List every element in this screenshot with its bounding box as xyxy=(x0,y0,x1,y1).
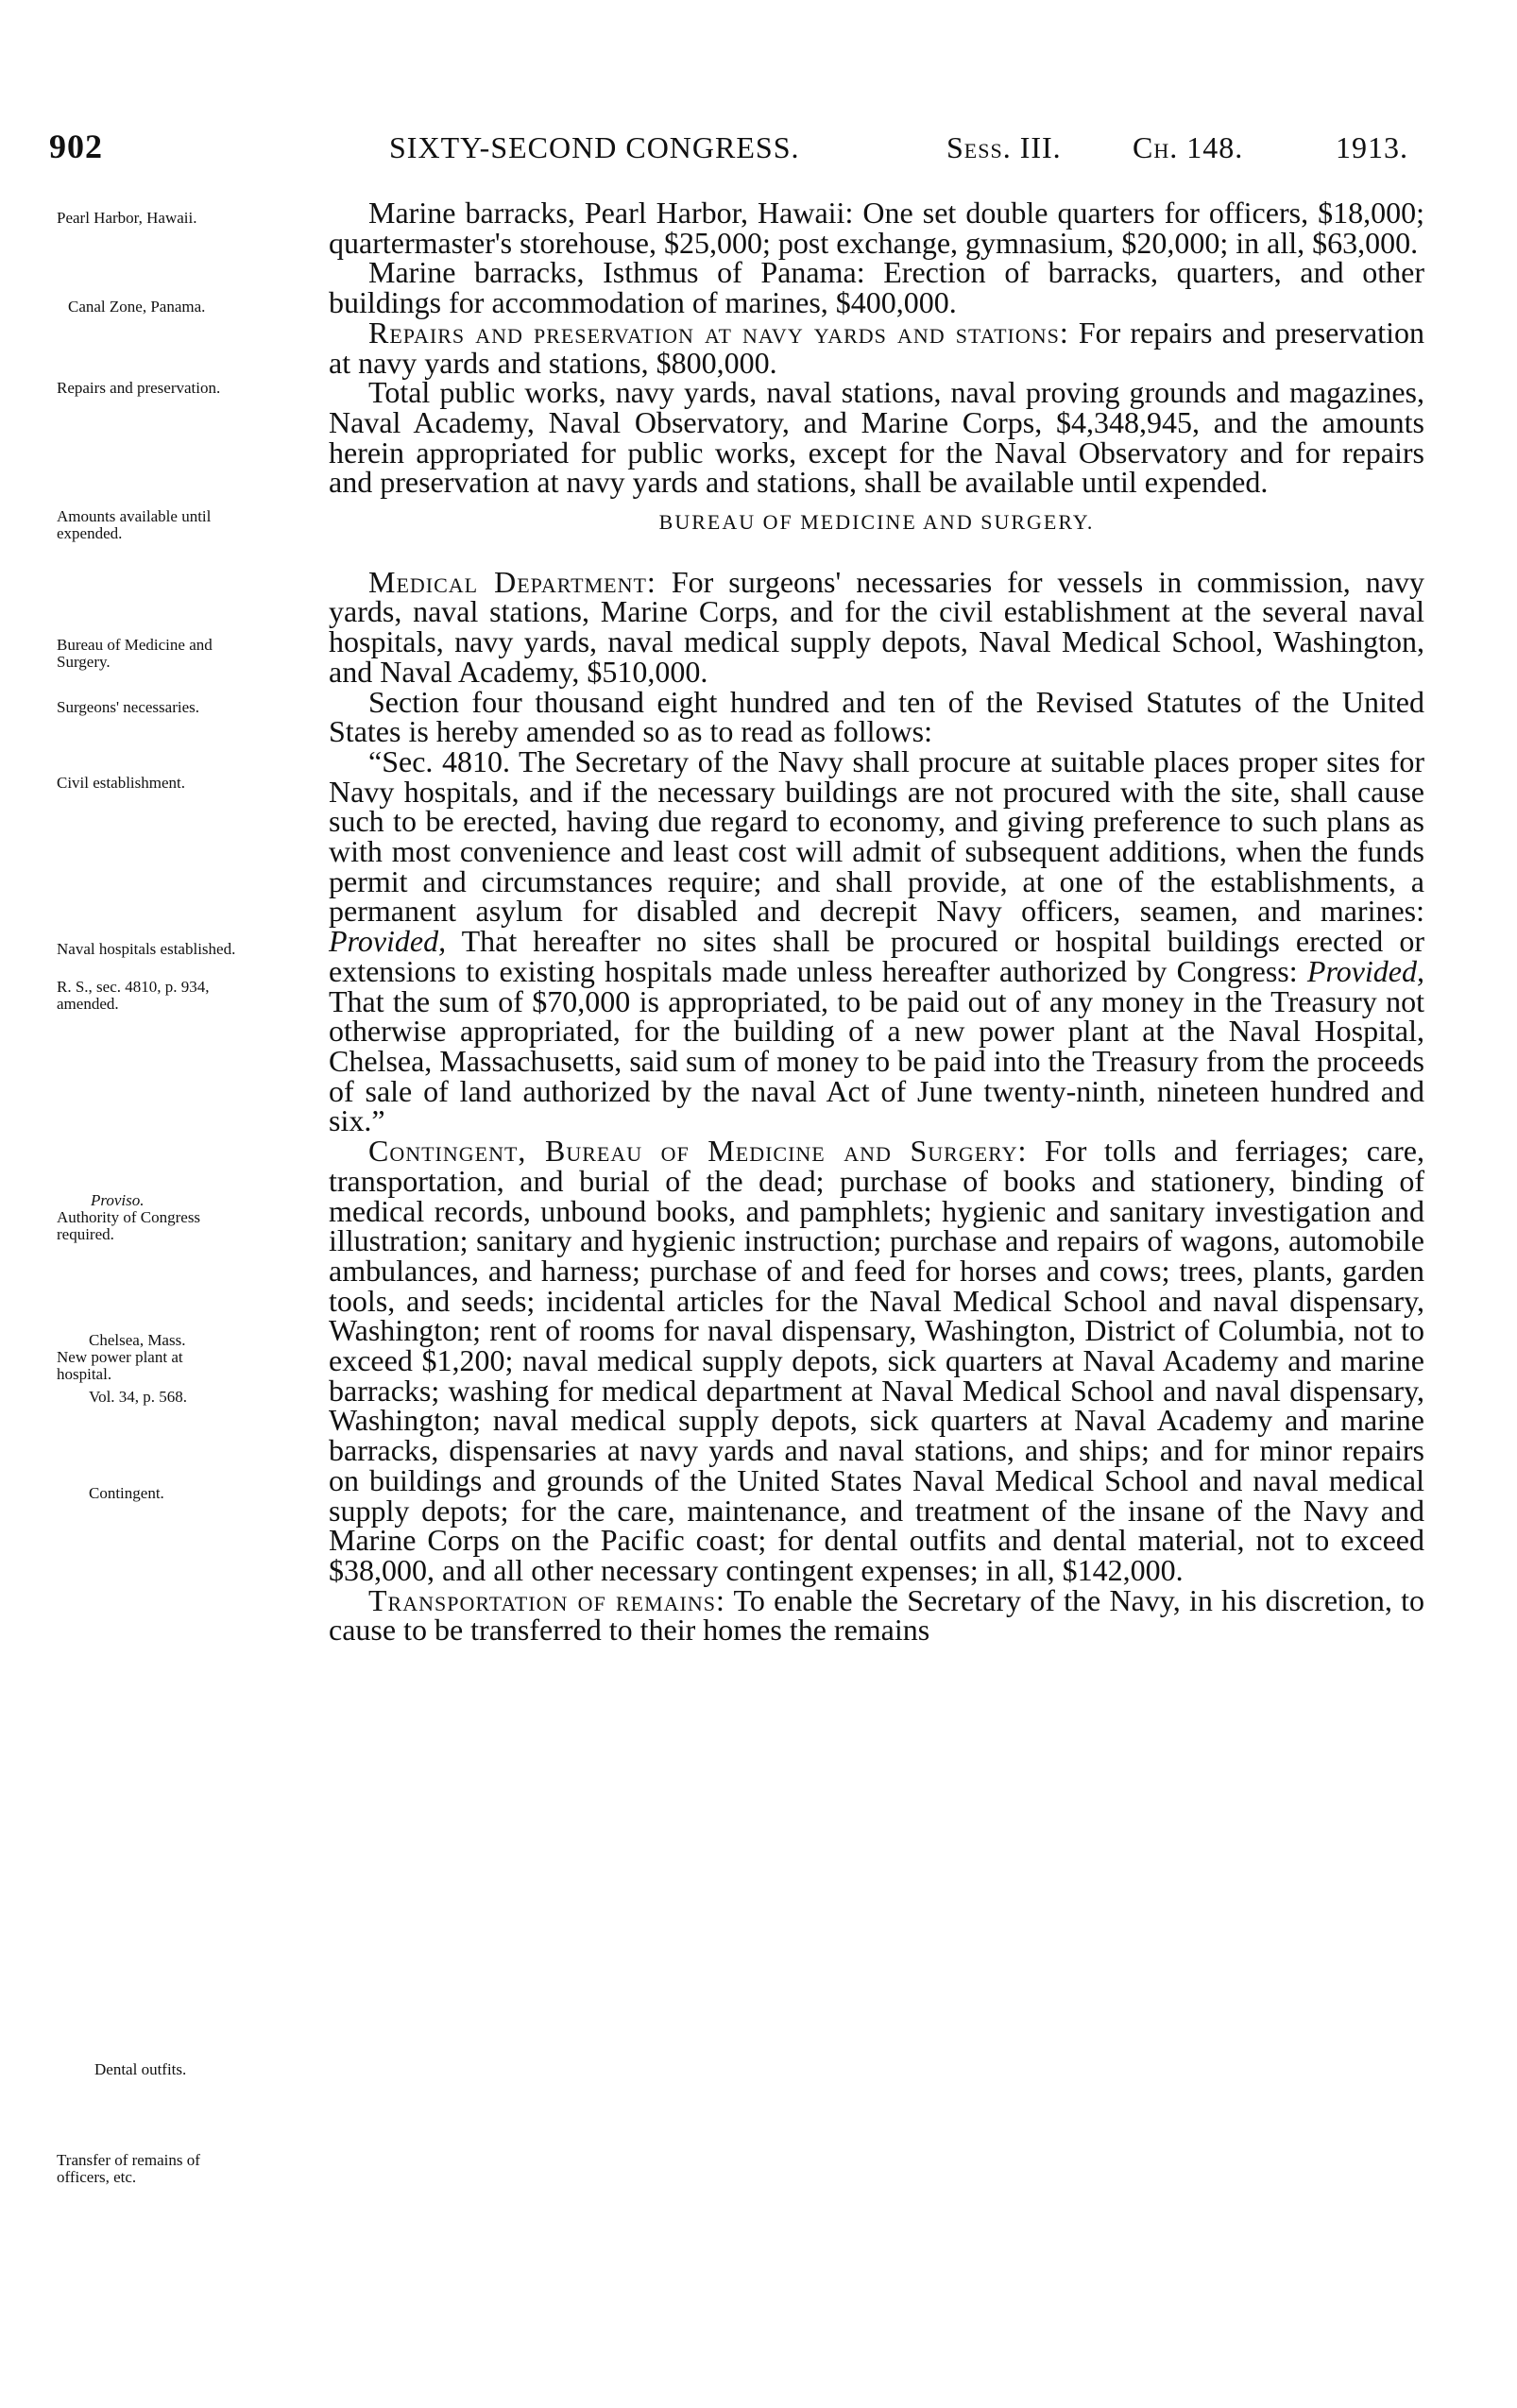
margin-note-contingent: Contingent. xyxy=(89,1484,164,1502)
paragraph-transportation-remains xyxy=(329,1582,1424,1648)
transportation-lead: Transportation of remains: xyxy=(368,1582,725,1617)
margin-note-proviso: Proviso. xyxy=(91,1191,145,1209)
margin-note-transfer-remains: Transfer of remains of officers, etc. xyxy=(57,2151,200,2186)
paragraph-section-amendment: Section four thousand eight hundred and ten of the Revised Statutes of the United States is hereby amended so as to read as follows: xyxy=(329,684,1424,749)
margin-notes xyxy=(38,0,349,2408)
paragraph-contingent xyxy=(329,1136,1424,1586)
chapter-label: Ch. 148. xyxy=(1133,130,1244,164)
section-heading: BUREAU OF MEDICINE AND SURGERY. xyxy=(658,510,1095,535)
paragraph-total-public-works: Total public works, navy yards, naval stations, naval proving grounds and magazines, Naval Academy, Naval Observatory, and Marine Corps, $4,348,945, and the amounts herein appropriated for public works, except for the Naval Observatory and for repairs and preservation at navy yards and stations, shall be available until expended. xyxy=(329,375,1424,500)
contingent-lead: Contingent, Bureau of Medicine and Surgery: xyxy=(368,1134,1028,1169)
medical-department-lead: Medical Department: xyxy=(368,564,656,599)
sec-4810-text-a: “Sec. 4810. The Secretary of the Navy shall procure at suitable places proper sites for Navy hospitals, and if the necessary buildings are not procured with the site, shall cause such to be erected, having due regard to economy, and giving preference to such plans as with most convenience and least cost will admit of subsequent additions, when the funds permit and circumstances require; and shall provide, at one of the establishments, a permanent asylum for disabled and decrepit Navy officers, seamen, and marines: xyxy=(329,743,1424,929)
provided-1: Provided, xyxy=(329,924,447,959)
statute-body xyxy=(329,198,1424,1646)
sec-4810-text-c: That the sum of $70,000 is appropriated, to be paid out of any money in the Treasury not otherwise appropriated, for the building of a new power plant at the Naval Hospital, Chelsea, Massachusetts, said sum of money to be paid into the Treasury from the proceeds of sale of land authorized by the naval Act of June twenty-ninth, nineteen hundred and six.” xyxy=(329,983,1424,1138)
margin-note-amounts-available: Amounts available until expended. xyxy=(57,507,212,542)
sec-4810-text-b: That hereafter no sites shall be procured or hospital buildings erected or extensions to existing hospitals made unless hereafter authorized by Congress: xyxy=(329,924,1424,988)
paragraph-sec-4810 xyxy=(329,743,1424,1138)
margin-note-pearl-harbor: Pearl Harbor, Hawaii. xyxy=(57,209,197,227)
congress-title: SIXTY-SECOND CONGRESS. xyxy=(389,130,800,164)
margin-note-dental: Dental outfits. xyxy=(94,2060,187,2078)
session-label: Sess. III. xyxy=(946,130,1062,164)
margin-note-bureau: Bureau of Medicine and Surgery. xyxy=(57,636,213,671)
margin-note-surgeons: Surgeons' necessaries. xyxy=(57,698,199,716)
margin-note-canal-zone: Canal Zone, Panama. xyxy=(68,298,206,316)
transportation-text: To enable the Secretary of the Navy, in his discretion, to cause to be transferred to their homes the remains xyxy=(329,1582,1424,1648)
year-label: 1913. xyxy=(1336,130,1408,164)
margin-note-repairs: Repairs and preservation. xyxy=(57,379,221,397)
contingent-text: For tolls and ferriages; care, transportation, and burial of the dead; purchase of books and stationery, binding of medical records, unbound books, and pamphlets; hygienic and sanitary investigation and illustration; sanitary and hygienic instruction; purchase and repairs of wagons, automobile ambulances, and harness; purchase of and feed for horses and cows; trees, plants, garden tools, and seeds; incidental articles for the Naval Medical School and naval dispensary, Washington; rent of rooms for naval dispensary, Washington, District of Columbia, not to exceed $1,200; naval medical supply depots, sick quarters at Naval Academy and marine barracks; washing for medical department at Naval Medical School and naval dispensary, Washington; naval medical supply depots, sick quarters at Naval Academy and marine barracks, dispensaries at navy yards and naval stations, and ships; and for minor repairs on buildings and grounds of the United States Naval Medical School and naval medical supply depots; for the care, maintenance, and treatment of the insane of the Navy and Marine Corps on the Pacific coast; for dental outfits and dental material, not to exceed $38,000, and all other necessary contingent expenses; in all, $142,000. xyxy=(329,1134,1425,1587)
paragraph-repairs xyxy=(329,315,1425,380)
margin-note-vol-34: Vol. 34, p. 568. xyxy=(89,1388,188,1406)
margin-note-power-plant: New power plant at hospital. xyxy=(57,1348,183,1383)
repairs-lead: Repairs and preservation at navy yards and stations: xyxy=(368,315,1069,350)
paragraph-panama: Marine barracks, Isthmus of Panama: Erection of barracks, quarters, and other buildings for accommodation of marines, $400,000. xyxy=(329,255,1424,320)
margin-note-chelsea: Chelsea, Mass. xyxy=(89,1331,186,1349)
medical-department-text: For surgeons' necessaries for vessels in commission, navy yards, naval stations, Marine Corps, and for the civil establishment at the several naval hospitals, navy yards, naval medical supply depots, Naval Medical School, Washington, and Naval Academy, $510,000. xyxy=(329,564,1425,689)
paragraph-pearl-harbor: Marine barracks, Pearl Harbor, Hawaii: One set double quarters for officers, $18,000; quartermaster's storehouse, $25,000; post exchange, gymnasium, $20,000; in all, $63,000. xyxy=(329,196,1424,260)
page-number: 902 xyxy=(49,128,103,165)
margin-note-rs-amended: R. S., sec. 4810, p. 934, amended. xyxy=(57,978,210,1013)
paragraph-medical-department xyxy=(329,564,1425,689)
provided-2: Provided, xyxy=(1306,953,1424,988)
margin-note-naval-hospitals: Naval hospitals established. xyxy=(57,940,236,958)
repairs-text: For repairs and preservation at navy yards and stations, $800,000. xyxy=(329,315,1425,380)
margin-note-civil: Civil establishment. xyxy=(57,774,185,792)
margin-note-authority: Authority of Congress required. xyxy=(57,1208,201,1243)
